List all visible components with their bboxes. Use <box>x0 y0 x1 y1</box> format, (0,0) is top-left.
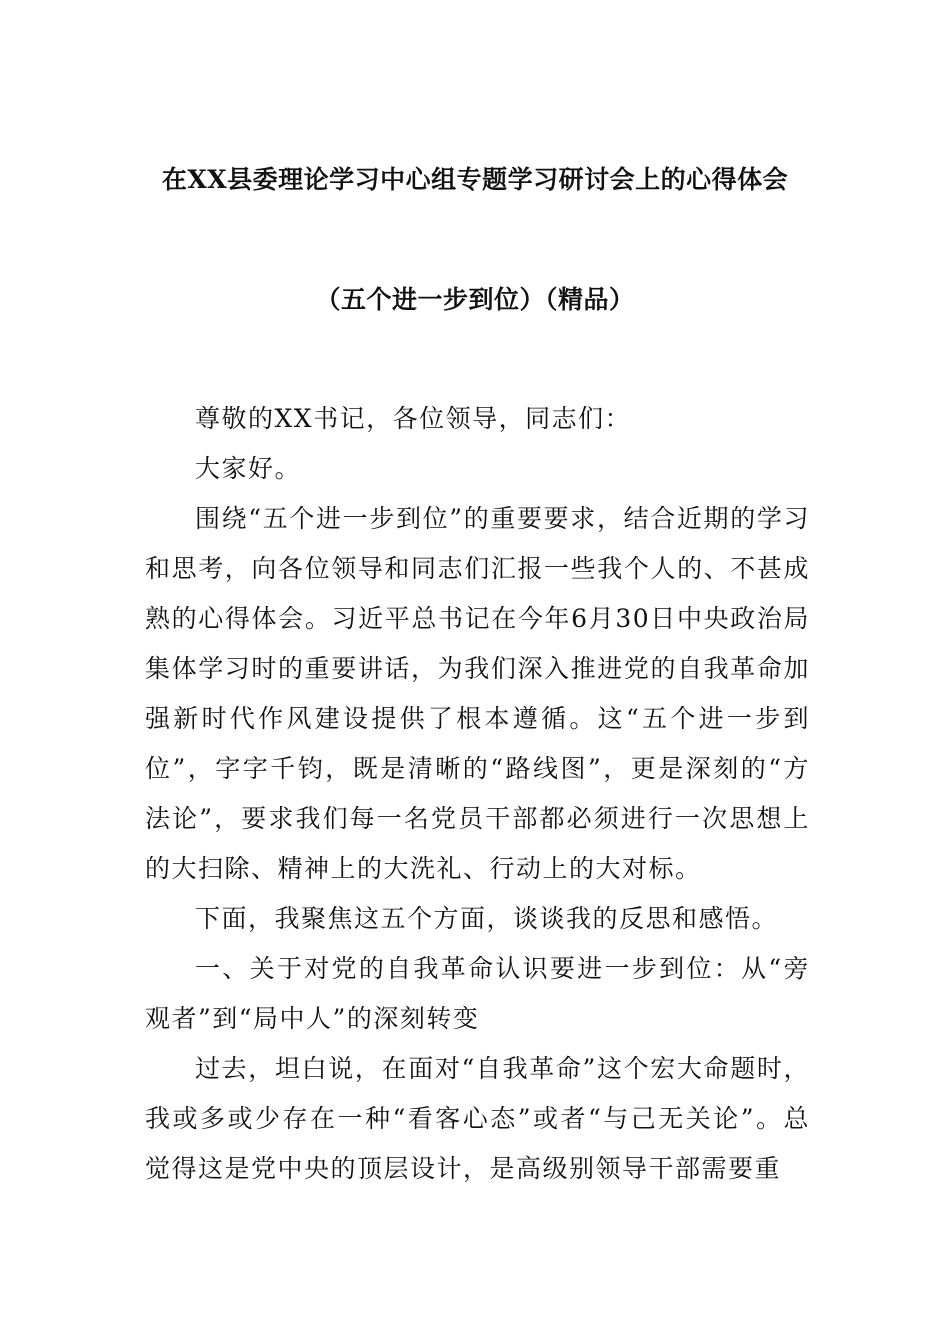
greeting-paragraph: 大家好。 <box>195 454 302 483</box>
salutation-paragraph: 尊敬的XX书记，各位领导，同志们： <box>195 404 632 433</box>
intro-paragraph: 围绕“五个进一步到位”的重要要求，结合近期的学习和思考，向各位领导和同志们汇报一些我个人的、不甚成熟的心得体会。习近平总书记在今年6月30日中央政治局集体学习时的重要讲话，为我们深入推进党的自我革命加强新时代作风建设提供了根本遵循。这“五个进一步到位”，字字千钧，既是清晰的“路线图”，更是深刻的“方法论”，要求我们每一名党员干部都必须进行一次思想上的大扫除、精神上的大洗礼、行动上的大对标。 <box>145 504 810 883</box>
document-body <box>145 394 810 1194</box>
document-subtitle: （五个进一步到位）（精品） <box>315 285 635 314</box>
section-1-paragraph: 过去，坦白说，在面对“自我革命”这个宏大命题时，我或多或少存在一种“看客心态”或者“与己无关论”。总觉得这是党中央的顶层设计，是高级别领导干部需要重 <box>145 1054 810 1183</box>
transition-paragraph: 下面，我聚焦这五个方面，谈谈我的反思和感悟。 <box>195 904 779 933</box>
document-title: 在XX县委理论学习中心组专题学习研讨会上的心得体会 <box>161 165 789 194</box>
section-heading-1: 一、关于对党的自我革命认识要进一步到位：从“旁观者”到“局中人”的深刻转变 <box>145 954 810 1033</box>
